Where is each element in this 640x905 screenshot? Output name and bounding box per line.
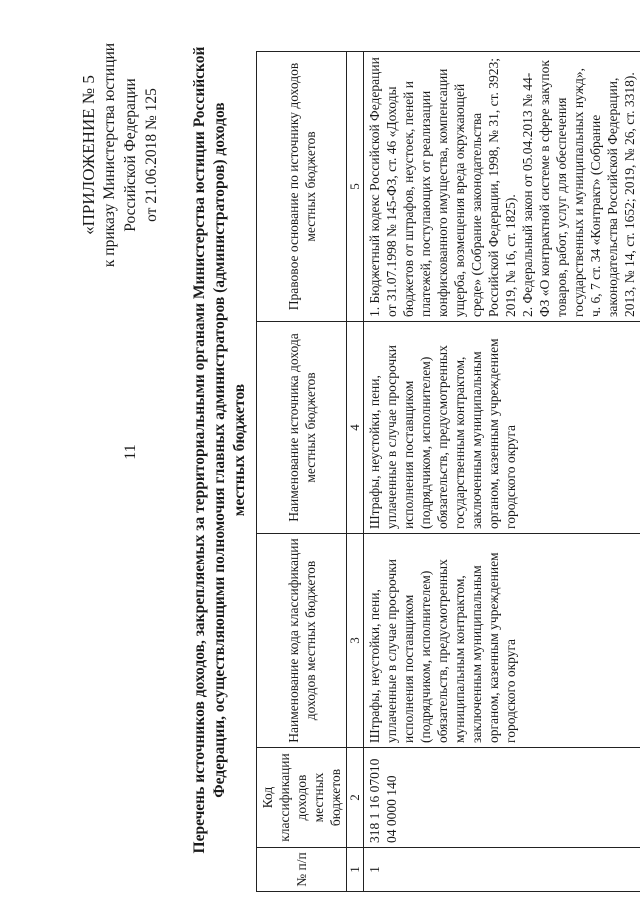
column-number: 2 bbox=[347, 748, 364, 848]
appendix-country-line: Российской Федерации bbox=[122, 78, 139, 232]
document-title bbox=[190, 15, 250, 885]
row-legal-basis bbox=[364, 52, 640, 322]
appendix-title: «ПРИЛОЖЕНИЕ № 5 bbox=[79, 75, 98, 235]
header-source-name: Наименование источника дохода местных бюджетов bbox=[257, 322, 347, 534]
legal-basis-item-1: 1. Бюджетный кодекс Российской Федерации от 31.07.1998 № 145-ФЗ, ст. 46 «Доходы бюджетов от штрафов, неустоек, пеней и платежей, поступающих от реализации конфискованного имущества, компенсации ущерба, возмещения вреда окружающей среде» (Собрание законодательства Российской Федерации, 1998, № 31, ст. 3923; 2019, № 16, ст. 1825). bbox=[367, 57, 518, 317]
appendix-order-line: к приказу Министерства юстиции bbox=[101, 42, 118, 268]
header-legal-basis: Правовое основание по источнику доходов местных бюджетов bbox=[257, 52, 347, 322]
row-code: 318 1 16 07010 04 0000 140 bbox=[364, 748, 640, 848]
table-row bbox=[364, 52, 640, 892]
header-code-name: Наименование кода классификации доходов местных бюджетов bbox=[257, 534, 347, 748]
appendix-header bbox=[78, 5, 162, 305]
row-code-name: Штрафы, неустойки, пени, уплаченные в случае просрочки исполнения поставщиком (подрядчиком, исполнителем) обязательств, предусмотренных муниципальным контрактом, заключенным муниципальным органом, казенным учреждением городского округа bbox=[364, 534, 640, 748]
income-sources-table bbox=[256, 51, 640, 892]
table-header-row bbox=[257, 52, 347, 892]
title-line-1: Перечень источников доходов, закрепляемых за территориальными органами Министерства юстиции Российской bbox=[191, 46, 208, 854]
column-number: 5 bbox=[347, 52, 364, 322]
column-number: 1 bbox=[347, 848, 364, 892]
appendix-date-line: от 21.06.2018 № 125 bbox=[143, 88, 160, 222]
header-code: Код классификации доходов местных бюджетов bbox=[257, 748, 347, 848]
column-number: 3 bbox=[347, 534, 364, 748]
row-number: 1 bbox=[364, 848, 640, 892]
title-line-3: местных бюджетов bbox=[231, 383, 248, 517]
header-number: № п/п bbox=[257, 848, 347, 892]
title-line-2: Федерации, осуществляющими полномочия главных администраторов (администраторов) доходов bbox=[211, 102, 228, 798]
legal-basis-item-2: 2. Федеральный закон от 05.04.2013 № 44-ФЗ «О контрактной системе в сфере закупок товаров, работ, услуг для обеспечения государственных и муниципальных нужд», ч. 6, 7 ст. 34 «Контракт» (Собрание законодательства Российской Федерации, 2013, № 14, ст. 1652; 2019, № 26, ст. 3318). bbox=[520, 60, 637, 317]
page-number: 11 bbox=[122, 444, 139, 460]
column-number-row bbox=[347, 52, 364, 892]
row-source-name: Штрафы, неустойки, пени, уплаченные в случае просрочки исполнения поставщиком (подрядчиком, исполнителем) обязательств, предусмотренных государственным контрактом, заключенным муниципальным органом, казенным учреждением городского округа bbox=[364, 322, 640, 534]
column-number: 4 bbox=[347, 322, 364, 534]
